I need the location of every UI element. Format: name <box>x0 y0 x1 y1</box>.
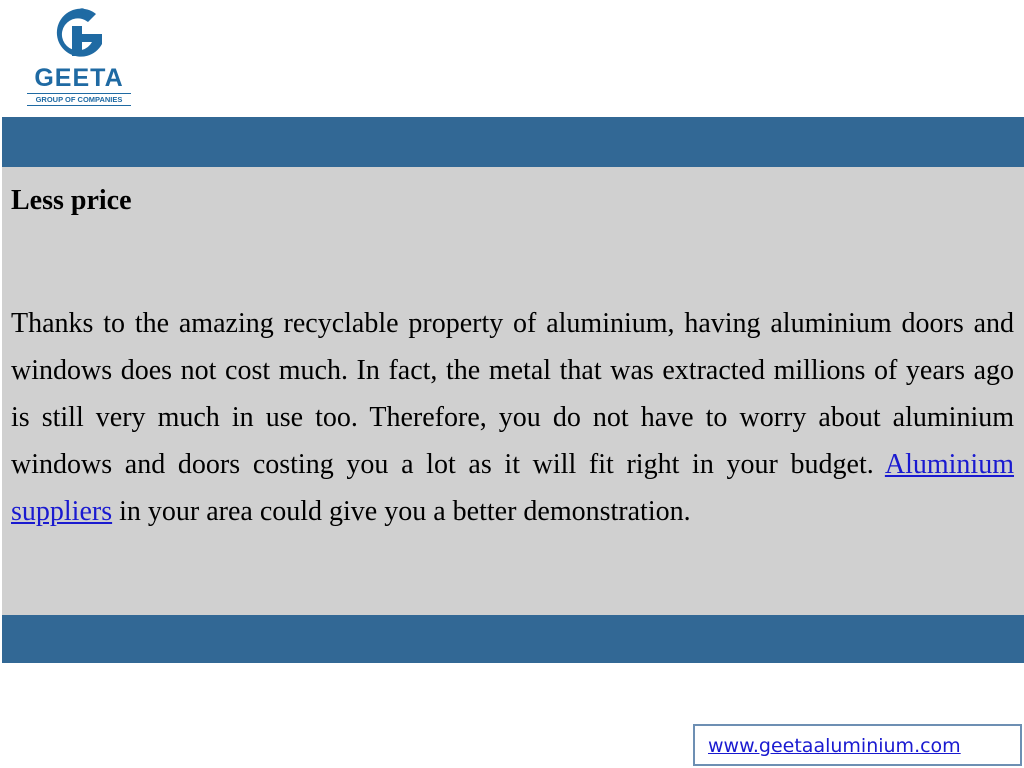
logo-wordmark: GEETA <box>34 64 124 92</box>
logo-rule-top <box>27 93 131 94</box>
svg-text:R: R <box>80 10 84 15</box>
paragraph-text-start: Thanks to the amazing recyclable property of aluminium, having aluminium doors and windows does not cost much. In fact, the metal that was extracted millions of years ago is still very much in use too. Therefore, you do not have to worry about aluminium windows and doors costing you a lot as it will fit right in your budget. <box>11 308 1014 480</box>
website-box <box>693 724 1022 766</box>
company-logo <box>24 4 134 112</box>
slide-heading: Less price <box>11 185 132 216</box>
aluminium-suppliers-link[interactable]: Aluminium suppliers <box>11 449 1014 527</box>
slide-paragraph <box>11 300 1014 535</box>
paragraph-text-end: in your area could give you a better demonstration. <box>112 496 691 527</box>
header-band <box>2 117 1024 167</box>
footer-band <box>2 615 1024 663</box>
logo-tagline: GROUP OF COMPANIES <box>35 95 123 104</box>
content-panel <box>2 167 1024 615</box>
g-logo-icon <box>24 4 134 66</box>
website-link[interactable]: www.geetaaluminium.com <box>708 735 961 757</box>
logo-rule-bottom <box>27 105 131 106</box>
